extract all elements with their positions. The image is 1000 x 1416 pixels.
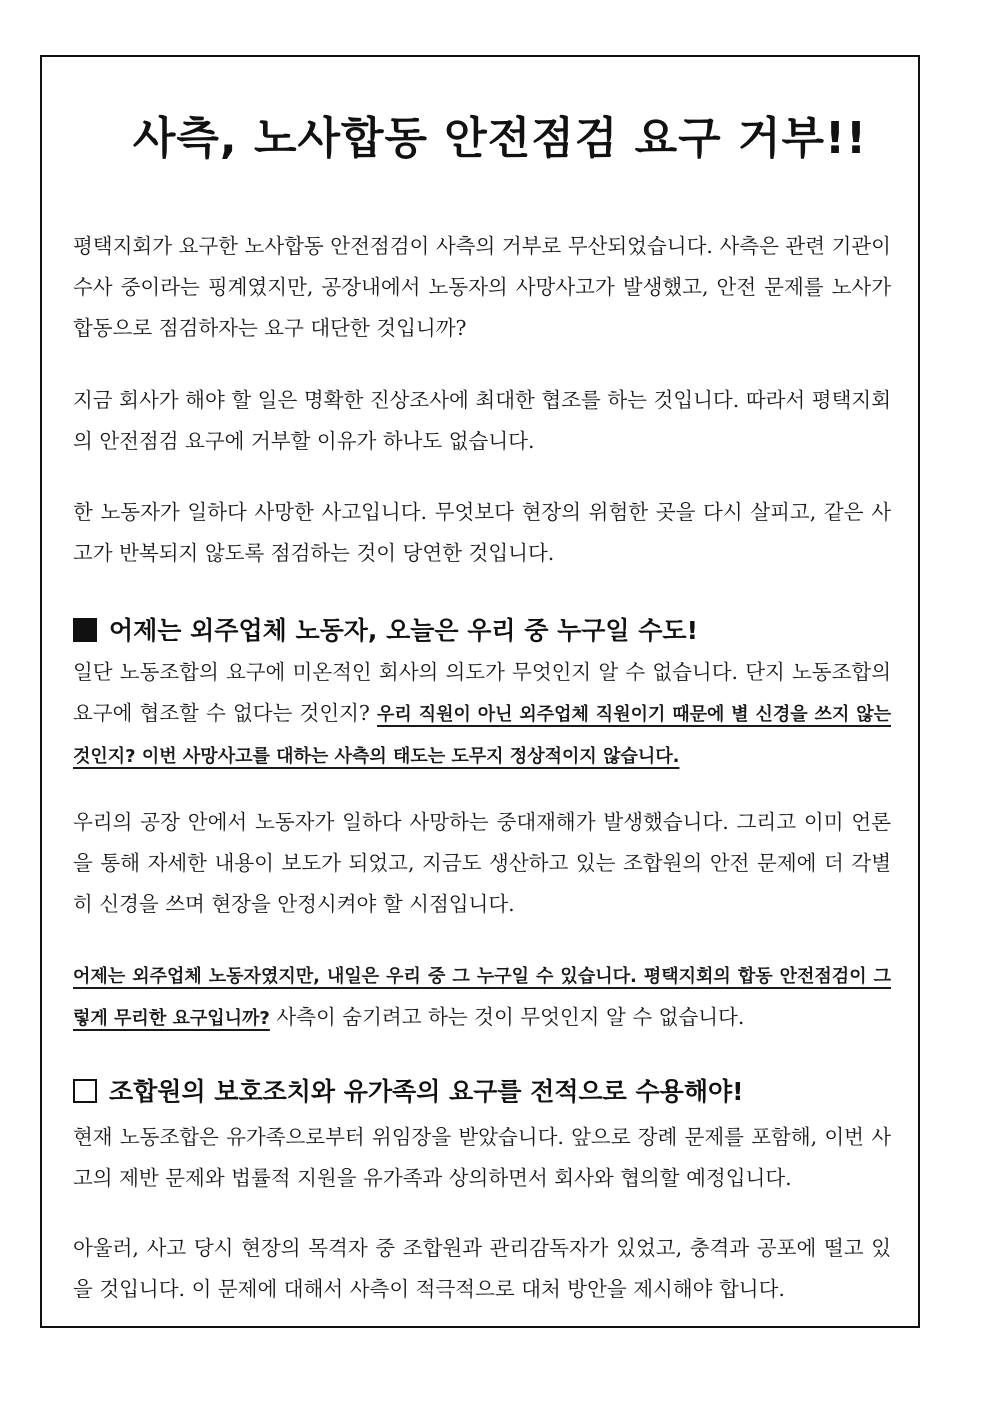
paragraph-6-text: 사측이 숨기려고 하는 것이 무엇인지 알 수 없습니다. bbox=[269, 1005, 745, 1029]
paragraph-3: 한 노동자가 일하다 사망한 사고입니다. 무엇보다 현장의 위험한 곳을 다시 살피고, 같은 사고가 반복되지 않도록 점검하는 것이 당연한 것입니다. bbox=[73, 500, 891, 565]
paragraph-8: 아울러, 사고 당시 현장의 목격자 중 조합원과 관리감독자가 있었고, 충격과 공포에 떨고 있을 것입니다. 이 문제에 대해서 사측이 적극적으로 대처 방안을 제시해야 합니다. bbox=[73, 1236, 891, 1301]
page-title: 사측, 노사합동 안전점검 요구 거부!! bbox=[132, 113, 868, 164]
paragraph-4 bbox=[73, 652, 891, 777]
paragraph-6-emphasis: 어제는 외주업체 노동자였지만, 내일은 우리 중 그 누구일 수 있습니다. 평택지회의 합동 안전점검이 그렇게 무리한 요구입니까? bbox=[73, 966, 891, 1029]
section-1-heading-text: 어제는 외주업체 노동자, 오늘은 우리 중 누구일 수도! bbox=[109, 616, 698, 645]
paragraph-5: 우리의 공장 안에서 노동자가 일하다 사망하는 중대재해가 발생했습니다. 그리고 이미 언론을 통해 자세한 내용이 보도가 되었고, 지금도 생산하고 있는 조합원의 안전 문제에 더 각별히 신경을 쓰며 현장을 안정시켜야 할 시점입니다. bbox=[73, 810, 891, 916]
paragraph-4-text: 일단 노동조합의 요구에 미온적인 회사의 의도가 무엇인지 알 수 없습니다. 단지 노동조합의 요구에 협조할 수 없다는 것인지? bbox=[73, 660, 891, 725]
section-1-heading bbox=[73, 611, 891, 651]
paragraph-1: 평택지회가 요구한 노사합동 안전점검이 사측의 거부로 무산되었습니다. 사측은 관련 기관이 수사 중이라는 핑계였지만, 공장내에서 노동자의 사망사고가 발생했고, 안전 문제를 노사가 합동으로 점검하자는 요구 대단한 것입니까? bbox=[73, 234, 891, 340]
section-2-heading-text: 조합원의 보호조치와 유가족의 요구를 전적으로 수용해야! bbox=[109, 1077, 744, 1106]
paragraph-4-emphasis: 우리 직원이 아닌 외주업체 직원이기 때문에 별 신경을 쓰지 않는 것인지? 이번 사망사고를 대하는 사측의 태도는 도무지 정상적이지 않습니다. bbox=[73, 704, 891, 767]
filled-square-icon bbox=[73, 618, 97, 642]
paragraph-7: 현재 노동조합은 유가족으로부터 위임장을 받았습니다. 앞으로 장례 문제를 포함해, 이번 사고의 제반 문제와 법률적 지원을 유가족과 상의하면서 회사와 협의할 예정입니다. bbox=[73, 1125, 891, 1190]
paragraph-6 bbox=[73, 955, 891, 1039]
paragraph-2: 지금 회사가 해야 할 일은 명확한 진상조사에 최대한 협조를 하는 것입니다. 따라서 평택지회의 안전점검 요구에 거부할 이유가 하나도 없습니다. bbox=[73, 388, 891, 453]
section-2-heading bbox=[73, 1072, 891, 1112]
hollow-square-icon bbox=[73, 1079, 97, 1103]
